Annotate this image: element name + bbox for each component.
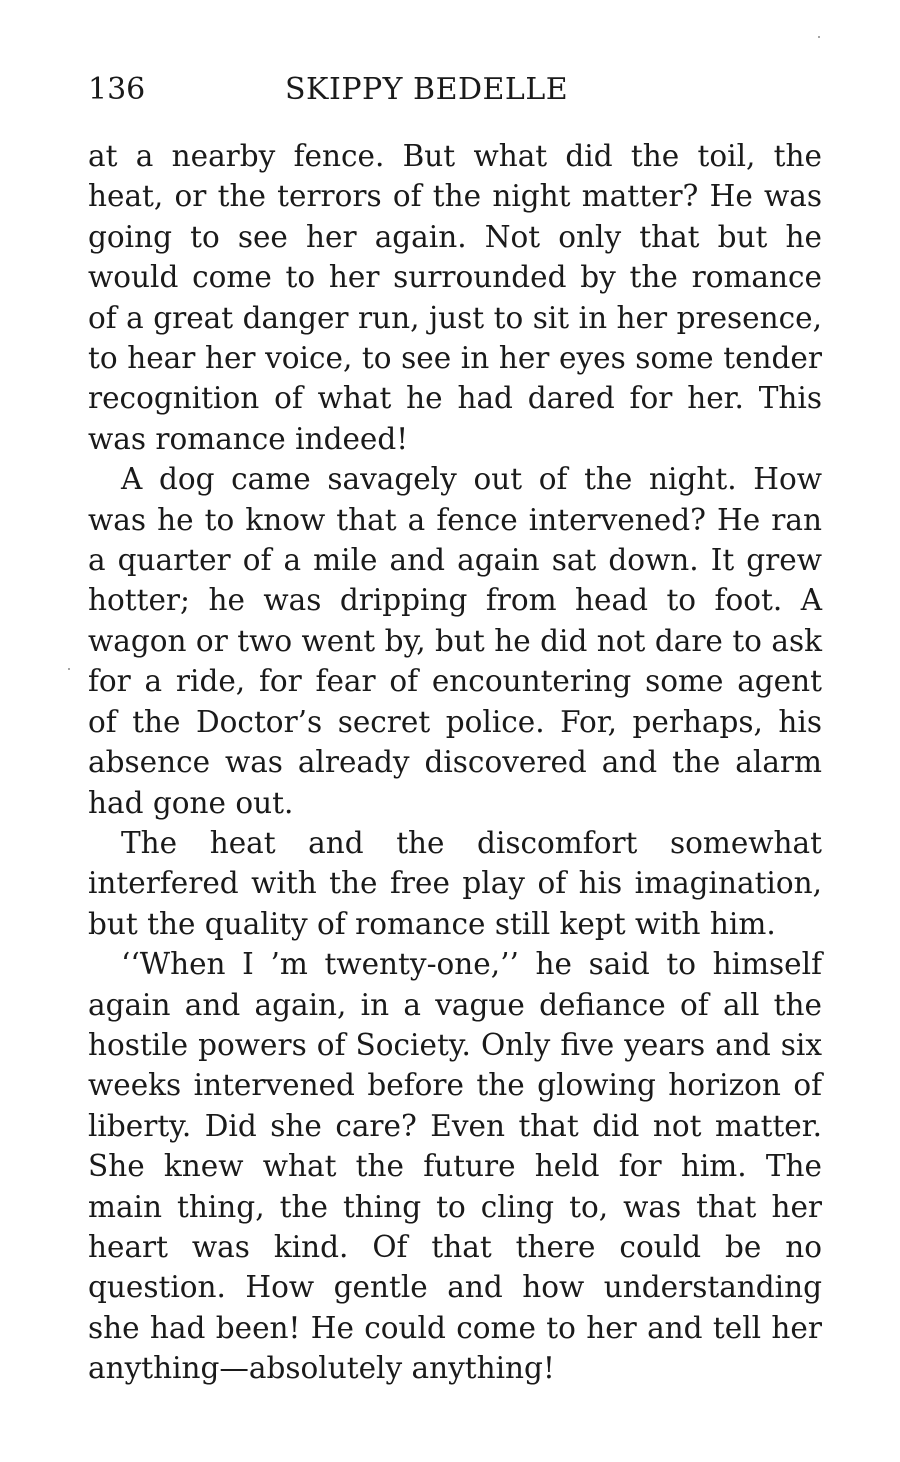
running-head: SKIPPY BEDELLE bbox=[285, 72, 569, 107]
paragraph: ‘‘When I ’m twenty-one,’’ he said to himself again and again, in a vague defiance of all the hostile powers of Society. Only five years and six weeks intervened before the glowing horizon of liberty. Did she care? Even that did not matter. She knew what the future held for him. The main thing, the thing to cling to, was that her heart was kind. Of that there could be no question. How gentle and how understanding she had been! He could come to her and tell her anything—absolutely anything! bbox=[88, 947, 822, 1386]
paragraph: The heat and the discomfort somewhat interfered with the free play of his imagination, but the quality of romance still kept with him. bbox=[88, 825, 822, 941]
print-speck bbox=[818, 36, 820, 38]
page-number: 136 bbox=[88, 72, 146, 107]
book-page bbox=[88, 70, 822, 1389]
paragraph-continued: at a nearby fence. But what did the toil, the heat, or the terrors of the night matter? He was going to see her again. Not only that but he would come to her surrounded by the romance of a great danger run, just to sit in her presence, to hear her voice, to see in her eyes some tender recognition of what he had dared for her. This was romance indeed! bbox=[88, 139, 822, 456]
paragraph: A dog came savagely out of the night. How was he to know that a fence intervened? He ran a quarter of a mile and again sat down. It grew hotter; he was dripping from head to foot. A wagon or two went by, but he did not dare to ask for a ride, for fear of encountering some agent of the Doctor’s secret police. For, perhaps, his absence was already discovered and the alarm had gone out. bbox=[88, 462, 822, 820]
page-header bbox=[88, 70, 822, 118]
body-text bbox=[88, 136, 822, 1389]
print-speck bbox=[68, 668, 70, 670]
